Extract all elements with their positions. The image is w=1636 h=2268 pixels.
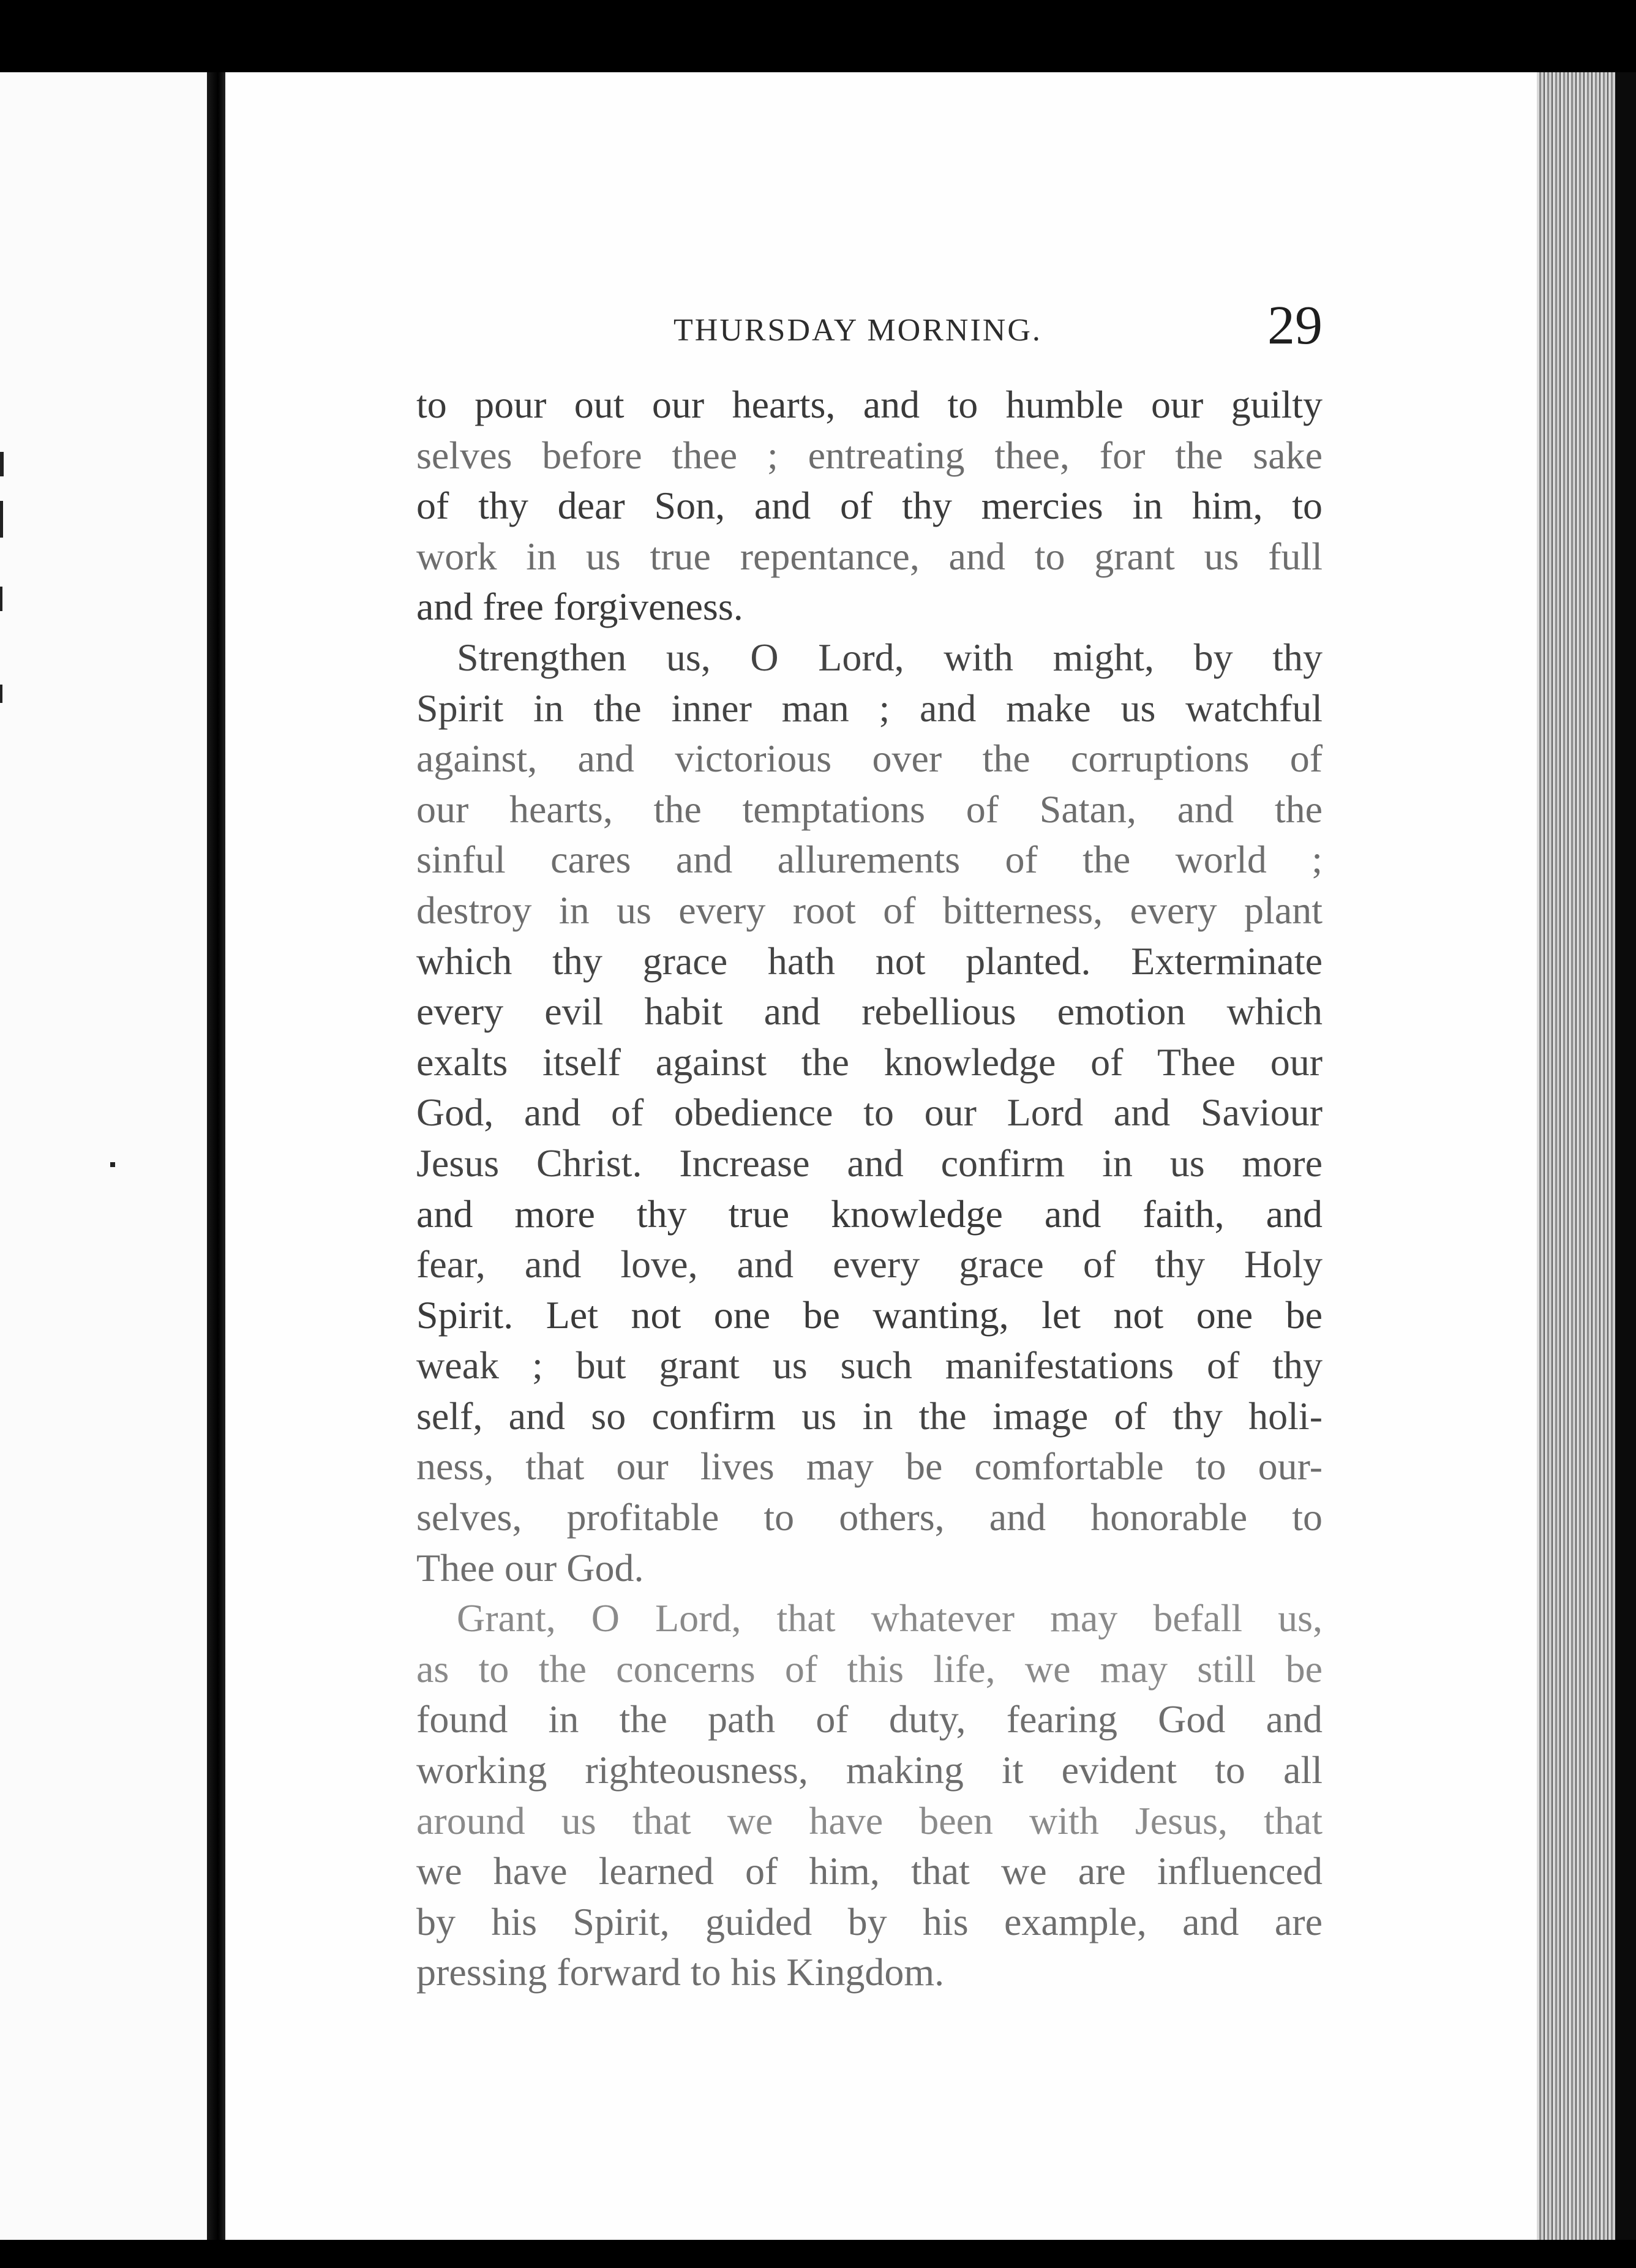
text-line: and more thy true knowledge and faith, and [416,1192,1323,1236]
text-line: destroy in us every root of bitterness, every plant [416,888,1323,932]
text-line: ness, that our lives may be comfortable to our- [416,1444,1323,1489]
text-line: every evil habit and rebellious emotion which [416,989,1323,1034]
text-line: Thee our God. [416,1545,644,1590]
body-text [416,380,1323,1998]
facing-page-edge [0,72,207,2240]
text-line: working righteousness, making it evident to all [416,1748,1323,1792]
page-shadow [1615,72,1636,2240]
text-line: and free forgiveness. [416,585,743,629]
text-line: Spirit. Let not one be wanting, let not one be [416,1293,1323,1337]
text-line: our hearts, the temptations of Satan, and the [416,787,1323,831]
book-gutter [207,72,225,2240]
text-line: which thy grace hath not planted. Exterminate [416,939,1323,983]
text-line: God, and of obedience to our Lord and Saviour [416,1091,1323,1135]
text-line: Grant, O Lord, that whatever may befall us, [457,1596,1323,1640]
text-line: weak ; but grant us such manifestations of thy [416,1343,1323,1387]
text-line: self, and so confirm us in the image of thy holi- [416,1394,1323,1438]
facing-page-marks [0,72,207,2240]
text-line: as to the concerns of this life, we may still be [416,1647,1323,1691]
text-line: Strengthen us, O Lord, with might, by thy [457,635,1323,679]
text-line: work in us true repentance, and to grant us full [416,534,1323,578]
running-title: THURSDAY MORNING. [674,313,1042,348]
text-line: Jesus Christ. Increase and confirm in us more [416,1141,1323,1185]
text-line: found in the path of duty, fearing God and [416,1697,1323,1741]
text-line: we have learned of him, that we are influenced [416,1849,1323,1893]
text-line: selves before thee ; entreating thee, for the sake [416,433,1323,477]
page-block-edge [1537,72,1615,2240]
text-line: fear, and love, and every grace of thy Holy [416,1242,1323,1286]
text-line: selves, profitable to others, and honorable to [416,1495,1323,1539]
text-line: sinful cares and allurements of the world ; [416,838,1323,882]
text-line: exalts itself against the knowledge of Thee our [416,1040,1323,1084]
running-head [416,288,1323,355]
text-line: around us that we have been with Jesus, that [416,1798,1323,1842]
text-line: by his Spirit, guided by his example, and are [416,1899,1323,1943]
text-line: to pour out our hearts, and to humble our guilty [416,383,1323,426]
page-number: 29 [1267,295,1323,356]
text-line: pressing forward to his Kingdom. [416,1950,945,1994]
text-line: Spirit in the inner man ; and make us watchful [416,686,1323,730]
text-line: against, and victorious over the corruptions of [416,737,1323,781]
text-line: of thy dear Son, and of thy mercies in him, to [416,484,1323,528]
